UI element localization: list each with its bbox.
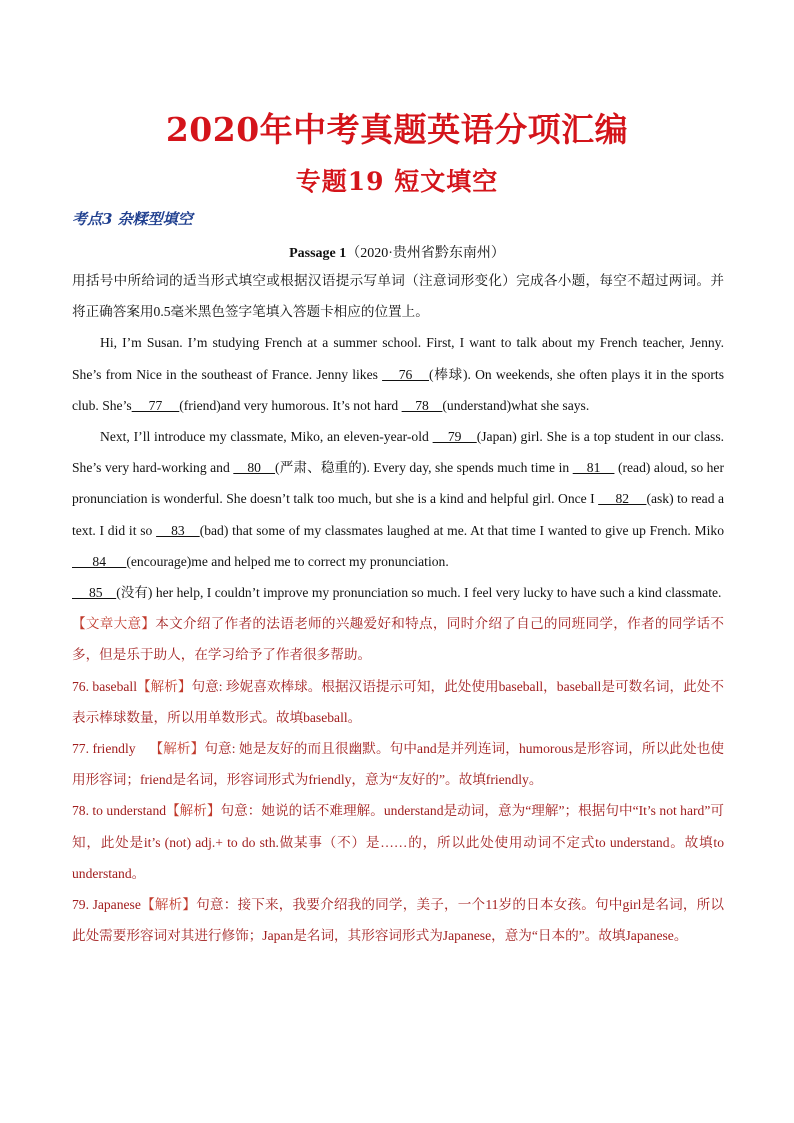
- answer-text: 句意: 她是友好的而且很幽默。句中and是并列连词，humorous是形容词，所以此处也使用形容词；friend是名词，形容词形式为friendly，意为“友好的”。故填friendly。: [72, 741, 724, 788]
- blank-82: 82: [598, 491, 647, 507]
- blank-84: 84: [72, 553, 127, 569]
- summary-text: 本文介绍了作者的法语老师的兴趣爱好和特点，同时介绍了自己的同班同学，作者的同学话不多，但是乐于助人，在学习给予了作者很多帮助。: [72, 616, 725, 663]
- passage-paragraph-1: [72, 327, 724, 421]
- answer-77: [72, 733, 724, 795]
- analysis-tag: 【解析】: [136, 678, 192, 694]
- summary: [72, 608, 724, 670]
- summary-tag: 【文章大意】: [72, 616, 156, 632]
- text-span: (ask) to read a text. I did it so: [72, 491, 725, 538]
- section-heading: 考点3 杂糅型填空: [72, 210, 193, 228]
- blank-76: 76: [382, 366, 429, 382]
- text-span: (棒球). On weekends, she often plays it in the sports club. She’s: [72, 366, 725, 413]
- text-span: Next, I’ll introduce my classmate, Miko, an eleven-year-old: [100, 429, 433, 445]
- document-subtitle: 专题19 短文填空: [295, 167, 499, 196]
- passage-paragraph-2: [72, 421, 724, 608]
- answer-key: 77. friendly: [72, 741, 136, 757]
- text-span: (严肃、稳重的). Every day, she spends much time in: [275, 460, 573, 476]
- blank-77: 77: [131, 397, 180, 413]
- blank-81: 81: [572, 460, 615, 476]
- answer-79: [72, 889, 724, 951]
- document-body: [72, 265, 724, 951]
- text-span: (understand)what she says.: [442, 397, 590, 413]
- answer-key: 78. to understand: [72, 803, 167, 819]
- text-span: (encourage)me and helped me to correct my pronunciation.: [126, 553, 449, 569]
- blank-79: 79: [432, 429, 477, 445]
- answer-key: 76. baseball: [72, 678, 137, 694]
- passage-name: Passage 1: [289, 246, 347, 261]
- document-title: 2020年中考真题英语分项汇编: [165, 110, 629, 149]
- blank-83: 83: [156, 522, 200, 538]
- analysis-tag: 【解析】: [140, 897, 197, 913]
- answer-78: [72, 795, 724, 889]
- passage-heading: [0, 242, 794, 262]
- answer-text: 句意：接下来，我要介绍我的同学，美子，一个11岁的日本女孩。句中girl是名词，所以此处需要形容词对其进行修饰；Japan是名词，其形容词形式为Japanese，意为“日本的”。故填Japanese。: [72, 897, 725, 944]
- text-span: (bad) that some of my classmates laughed at me. At that time I wanted to give up French. Miko: [199, 522, 724, 538]
- analysis-tag: 【解析】: [135, 741, 205, 757]
- answer-key: 79. Japanese: [72, 897, 141, 913]
- instructions: 用括号中所给词的适当形式填空或根据汉语提示写单词（注意词形变化）完成各小题，每空不超过两词。并将正确答案用0.5毫米黑色签字笔填入答题卡相应的位置上。: [72, 273, 724, 320]
- text-span: (Japan) girl. She is a top student in our class. She’s very hard-working and: [72, 429, 725, 476]
- blank-80: 80: [233, 460, 276, 476]
- text-span: Hi, I’m Susan. I’m studying French at a summer school. First, I want to talk about my French teacher, Jenny. She’s from Nice in the southeast of France. Jenny likes: [72, 335, 724, 382]
- text-span: (没有) her help, I couldn’t improve my pronunciation so much. I feel very lucky to have such a kind classmate.: [116, 585, 722, 601]
- blank-78: 78: [401, 397, 443, 413]
- answer-text: 句意: 珍妮喜欢棒球。根据汉语提示可知，此处使用baseball，baseball是可数名词，此处不表示棒球数量，所以用单数形式。故填baseball。: [72, 678, 725, 725]
- text-span: (read) aloud, so her pronunciation is wonderful. She doesn’t talk too much, but she is a kind and helpful girl. Once I: [72, 460, 724, 507]
- passage-source: （2020·贵州省黔东南州）: [346, 246, 505, 261]
- analysis-tag: 【解析】: [166, 803, 221, 819]
- answer-76: [72, 671, 724, 733]
- blank-85: 85: [72, 585, 117, 601]
- answer-text: 句意：她说的话不难理解。understand是动词，意为“理解”；根据句中“It’s not hard”可知，此处是it’s (not) adj.+ to do sth.做某事（不）是……的，所以此处使用动词不定式to understand。故填to understand。: [72, 803, 724, 881]
- text-span: (friend)and very humorous. It’s not hard: [179, 397, 402, 413]
